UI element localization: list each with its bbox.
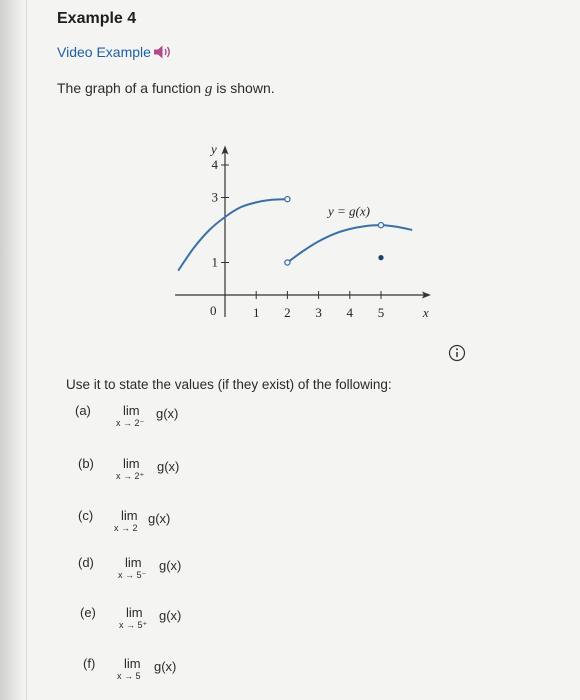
limit-subscript: x → 5 [117,671,141,681]
limit-subscript: x → 2 [114,523,138,533]
open-point [285,260,290,265]
limit-operator: lim [125,555,142,570]
limit-operator: lim [123,403,140,418]
video-example-row[interactable] [57,44,173,60]
y-axis-label: y [211,141,217,157]
page-edge [0,0,26,700]
y-tick-label: 1 [211,254,218,270]
intro-prefix: The graph of a function [57,80,205,96]
limit-function: g(x) [157,459,180,474]
x-tick-label: 2 [284,305,291,320]
limit-operator: lim [121,508,138,523]
limit-function: g(x) [154,659,177,674]
speaker-icon[interactable] [153,44,173,60]
limit-operator: lim [124,656,141,671]
problem-label: (f) [83,656,96,671]
intro-variable: g [204,81,213,97]
x-tick-label: 5 [377,305,385,320]
instructions-text: Use it to state the values (if they exist) of the following: [66,377,392,392]
limit-subscript: x → 5⁺ [119,620,148,630]
intro-suffix: is shown. [212,80,275,96]
video-example-link[interactable]: Video Example [57,44,151,60]
x-tick-label: 1 [252,305,260,320]
left-branch-curve [178,199,287,271]
problem-label: (e) [80,605,96,620]
example-title: Example 4 [57,10,137,27]
x-tick-label: 4 [346,305,354,320]
limit-operator: lim [123,456,140,471]
limit-subscript: x → 2⁻ [116,418,145,428]
filled-point [378,255,383,260]
info-icon[interactable] [448,344,466,362]
limit-function: g(x) [159,608,182,623]
limit-subscript: x → 5⁻ [118,570,147,580]
card-border [26,0,27,700]
problem-label: (c) [78,508,94,523]
problem-label: (a) [75,403,91,418]
intro-text [57,80,275,98]
curve-label: y = g(x) [327,203,370,219]
right-branch-curve [287,225,412,262]
tick-marks [221,165,381,299]
origin-label: 0 [210,303,217,318]
x-tick-label: 3 [315,305,322,320]
limit-function: g(x) [156,406,179,421]
function-graph [150,130,440,330]
open-point [378,223,383,228]
limit-operator: lim [126,605,143,620]
limit-subscript: x → 2⁺ [116,471,145,481]
limit-function: g(x) [148,511,171,526]
x-axis-label: x [422,305,429,320]
problem-label: (d) [78,555,94,570]
problem-label: (b) [78,456,94,471]
y-tick-label: 3 [211,189,218,205]
y-tick-label: 4 [211,157,218,172]
open-point [285,197,290,202]
limit-function: g(x) [159,558,182,573]
